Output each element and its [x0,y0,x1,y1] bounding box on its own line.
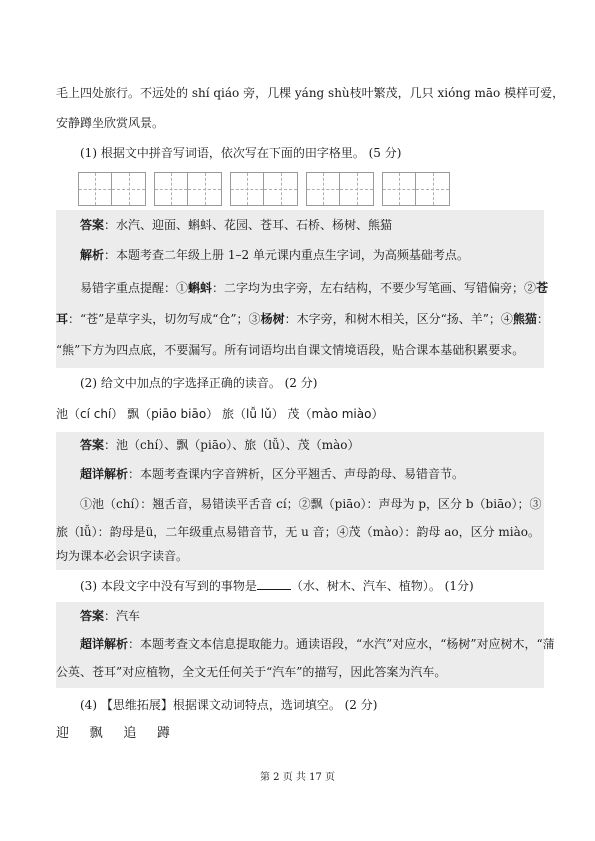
tianzige-pair [230,172,298,206]
q3-prompt: (3) 本段文字中没有写到的事物是 （水、树木、汽车、植物）。 (1分) [80,579,474,593]
q2-detail-3: 均为课本必会识字读音。 [56,549,189,563]
q1-answer: 答案：水汽、迎面、蝌蚪、花园、苍耳、石桥、杨树、熊猫 [80,218,393,232]
tianzige-cell[interactable] [382,172,416,206]
q2-answer: 答案：池（chí）、飘（piāo）、旅（lǚ）、茂（mào） [80,438,360,452]
intro-line-1: 毛上四处旅行。不远处的 shí qiáo 旁，几棵 yáng shù枝叶繁茂，几只 xióng māo 模样可爱， [56,86,565,100]
q2-detail-1: ①池（chí）：翘舌音，易错读平舌音 cí；②飘（piāo）：声母为 p，区分 b（biāo）；③ [80,497,542,511]
q1-analysis: 解析：本题考查二年级上册 1–2 单元课内重点生字词，为高频基础考点。 [80,248,469,262]
q4-word-choices: 迎 飘 追 蹲 [56,726,170,741]
q3-answer: 答案：汽车 [80,609,141,623]
page-footer: 第 2 页 共 17 页 [260,772,335,783]
tianzige-cell[interactable] [188,172,222,206]
tianzige-pair [306,172,374,206]
tianzige-cell[interactable] [340,172,374,206]
tianzige-pair [78,172,146,206]
q2-prompt: (2) 给文中加点的字选择正确的读音。 (2 分) [80,376,318,390]
intro-line-2: 安静蹲坐欣赏风景。 [56,116,165,130]
tianzige-cell[interactable] [416,172,450,206]
tianzige-cell[interactable] [112,172,146,206]
q3-blank[interactable] [257,578,291,590]
tianzige-cell[interactable] [154,172,188,206]
tianzige-pair [382,172,450,206]
q3-analysis: 超详解析：本题考查文本信息提取能力。通读语段，“水汽”对应水，“杨树”对应树木，“蒲 [80,637,555,651]
q1-prompt: (1) 根据文中拼音写词语，依次写在下面的田字格里。 (5 分) [80,146,402,160]
tianzige-grid [78,172,450,206]
q1-tips-line-2: 耳：“苍”是草字头，切勿写成“仓”；③杨树：木字旁，和树木相关，区分“扬、羊”；④熊猫： [56,312,549,326]
tianzige-cell[interactable] [230,172,264,206]
q1-tips-line-1: 易错字重点提醒：①蝌蚪：二字均为虫字旁，左右结构，不要少写笔画、写错偏旁；②苍 [80,281,549,295]
q2-options: 池（cí chí） 飘（piāo biāo） 旅（lǚ lǔ） 茂（mào miào） [56,407,384,421]
tianzige-cell[interactable] [264,172,298,206]
q2-analysis: 超详解析：本题考查课内字音辨析，区分平翘舌、声母韵母、易错音节。 [80,467,465,481]
q3-analysis-2: 公英、苍耳”对应植物，全文无任何关于“汽车”的描写，因此答案为汽车。 [56,665,447,679]
tianzige-pair [154,172,222,206]
q4-prompt: (4) 【思维拓展】根据课文动词特点，选词填空。 (2 分) [80,698,378,712]
q1-tips-line-3: “熊”下方为四点底，不要漏写。所有词语均出自课文情境语段，贴合课本基础积累要求。 [56,343,525,357]
tianzige-cell[interactable] [78,172,112,206]
tianzige-cell[interactable] [306,172,340,206]
q2-detail-2: 旅（lǚ）：韵母是ü，二年级重点易错音节，无 u 音；④茂（mào）：韵母 ao，区分 miào。 [56,525,541,539]
